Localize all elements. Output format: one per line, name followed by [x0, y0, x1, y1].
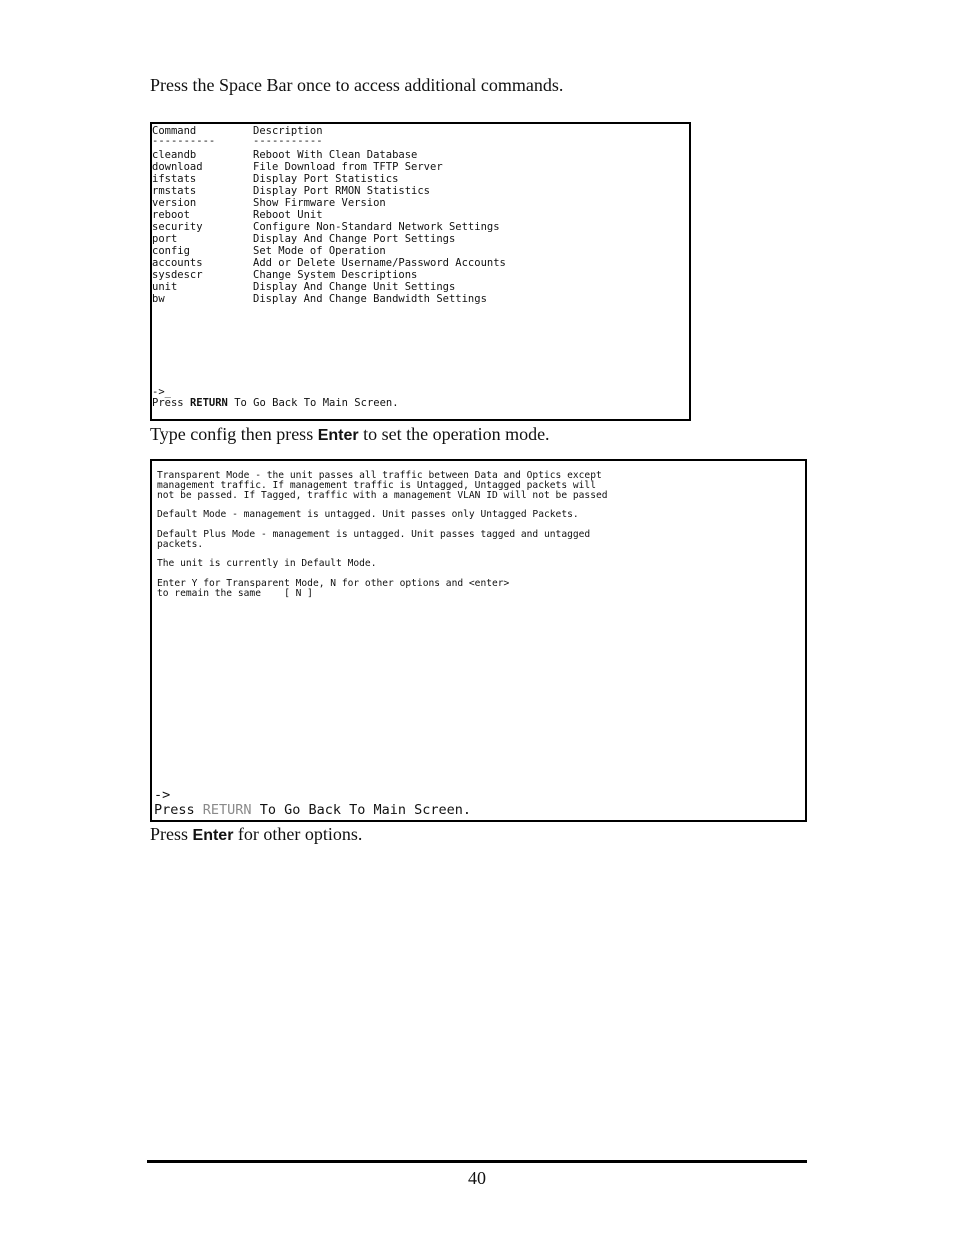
command-description: Change System Descriptions — [253, 269, 418, 281]
footer-rule — [147, 1160, 807, 1163]
mode-text-line: Default Mode - management is untagged. Unit passes only Untagged Packets. — [157, 509, 579, 520]
return-hint-prefix: Press — [152, 397, 190, 409]
mode-text-line: Transparent Mode - the unit passes all traffic between Data and Optics except — [157, 470, 602, 481]
return-hint — [154, 803, 471, 818]
command-name: rmstats — [152, 185, 197, 197]
command-name: sysdescr — [152, 269, 203, 281]
command-row — [152, 197, 386, 209]
mode-text-line: not be passed. If Tagged, traffic with a management VLAN ID will not be passed — [157, 490, 608, 501]
current-mode-line: The unit is currently in Default Mode. — [157, 558, 377, 569]
command-row — [152, 221, 500, 233]
description-column-header: Description — [253, 125, 323, 137]
mode-prompt-line: Enter Y for Transparent Mode, N for other options and <enter> — [157, 578, 510, 589]
intro-paragraph — [150, 74, 563, 96]
command-row — [152, 149, 418, 161]
command-name: security — [152, 221, 203, 233]
other-options-after: for other options. — [233, 824, 363, 844]
page-number: 40 — [468, 1168, 486, 1188]
command-list-screenshot — [150, 122, 691, 421]
command-description: File Download from TFTP Server — [253, 161, 443, 173]
command-description: Display Port RMON Statistics — [253, 185, 431, 197]
config-instruction-before: Type config then press — [150, 424, 318, 444]
command-description: Reboot With Clean Database — [253, 149, 418, 161]
command-description: Display And Change Port Settings — [253, 233, 456, 245]
command-description: Configure Non-Standard Network Settings — [253, 221, 500, 233]
command-name: ifstats — [152, 173, 197, 185]
terminal-prompt: -> — [154, 787, 171, 803]
mode-prompt-default-line: to remain the same [ N ] — [157, 588, 313, 599]
command-table-header-rule — [152, 135, 323, 147]
command-row — [152, 173, 399, 185]
intro-text: Press the Space Bar once to access additional commands. — [150, 75, 564, 95]
command-name: cleandb — [152, 149, 197, 161]
config-instruction — [150, 423, 550, 447]
command-row — [152, 185, 431, 197]
command-name: bw — [152, 293, 165, 305]
return-key-label: RETURN — [202, 802, 252, 818]
command-name: config — [152, 245, 190, 257]
enter-key-label: Enter — [317, 427, 359, 444]
other-options-instruction — [150, 823, 362, 847]
mode-selection-screenshot — [150, 459, 807, 822]
return-hint — [152, 397, 399, 409]
command-row — [152, 161, 443, 173]
return-hint-text — [152, 397, 399, 409]
command-description: Show Firmware Version — [253, 197, 386, 209]
command-header-underline: ---------- — [152, 135, 216, 147]
other-options-before: Press — [150, 824, 193, 844]
command-name: download — [152, 161, 203, 173]
enter-key-label: Enter — [192, 827, 234, 844]
return-hint-suffix: To Go Back To Main Screen. — [227, 397, 399, 409]
return-hint-prefix: Press — [154, 802, 203, 818]
mode-text-line: Default Plus Mode - management is untagged. Unit passes tagged and untagged — [157, 529, 591, 540]
command-name: reboot — [152, 209, 190, 221]
prompt-text: ->_ — [152, 386, 171, 398]
command-row — [152, 245, 386, 257]
mode-text-line: management traffic. If management traffic is Untagged, Untagged packets will — [157, 480, 596, 491]
command-description: Reboot Unit — [253, 209, 323, 221]
command-description: Set Mode of Operation — [253, 245, 386, 257]
command-row — [152, 233, 456, 245]
command-row — [152, 209, 323, 221]
command-row — [152, 257, 506, 269]
config-instruction-after: to set the operation mode. — [358, 424, 550, 444]
command-row — [152, 293, 487, 305]
command-name: port — [152, 233, 178, 245]
mode-text-line: packets. — [157, 539, 204, 550]
command-name: accounts — [152, 257, 203, 269]
description-header-underline: ----------- — [253, 135, 323, 147]
command-description: Add or Delete Username/Password Accounts — [253, 257, 506, 269]
return-key-label: RETURN — [189, 397, 228, 409]
command-column-header: Command — [152, 125, 197, 137]
command-row — [152, 281, 456, 293]
command-description: Display And Change Bandwidth Settings — [253, 293, 487, 305]
command-name: version — [152, 197, 197, 209]
command-row — [152, 269, 418, 281]
command-description: Display And Change Unit Settings — [253, 281, 456, 293]
return-hint-suffix: To Go Back To Main Screen. — [251, 802, 472, 818]
command-name: unit — [152, 281, 178, 293]
command-description: Display Port Statistics — [253, 173, 399, 185]
